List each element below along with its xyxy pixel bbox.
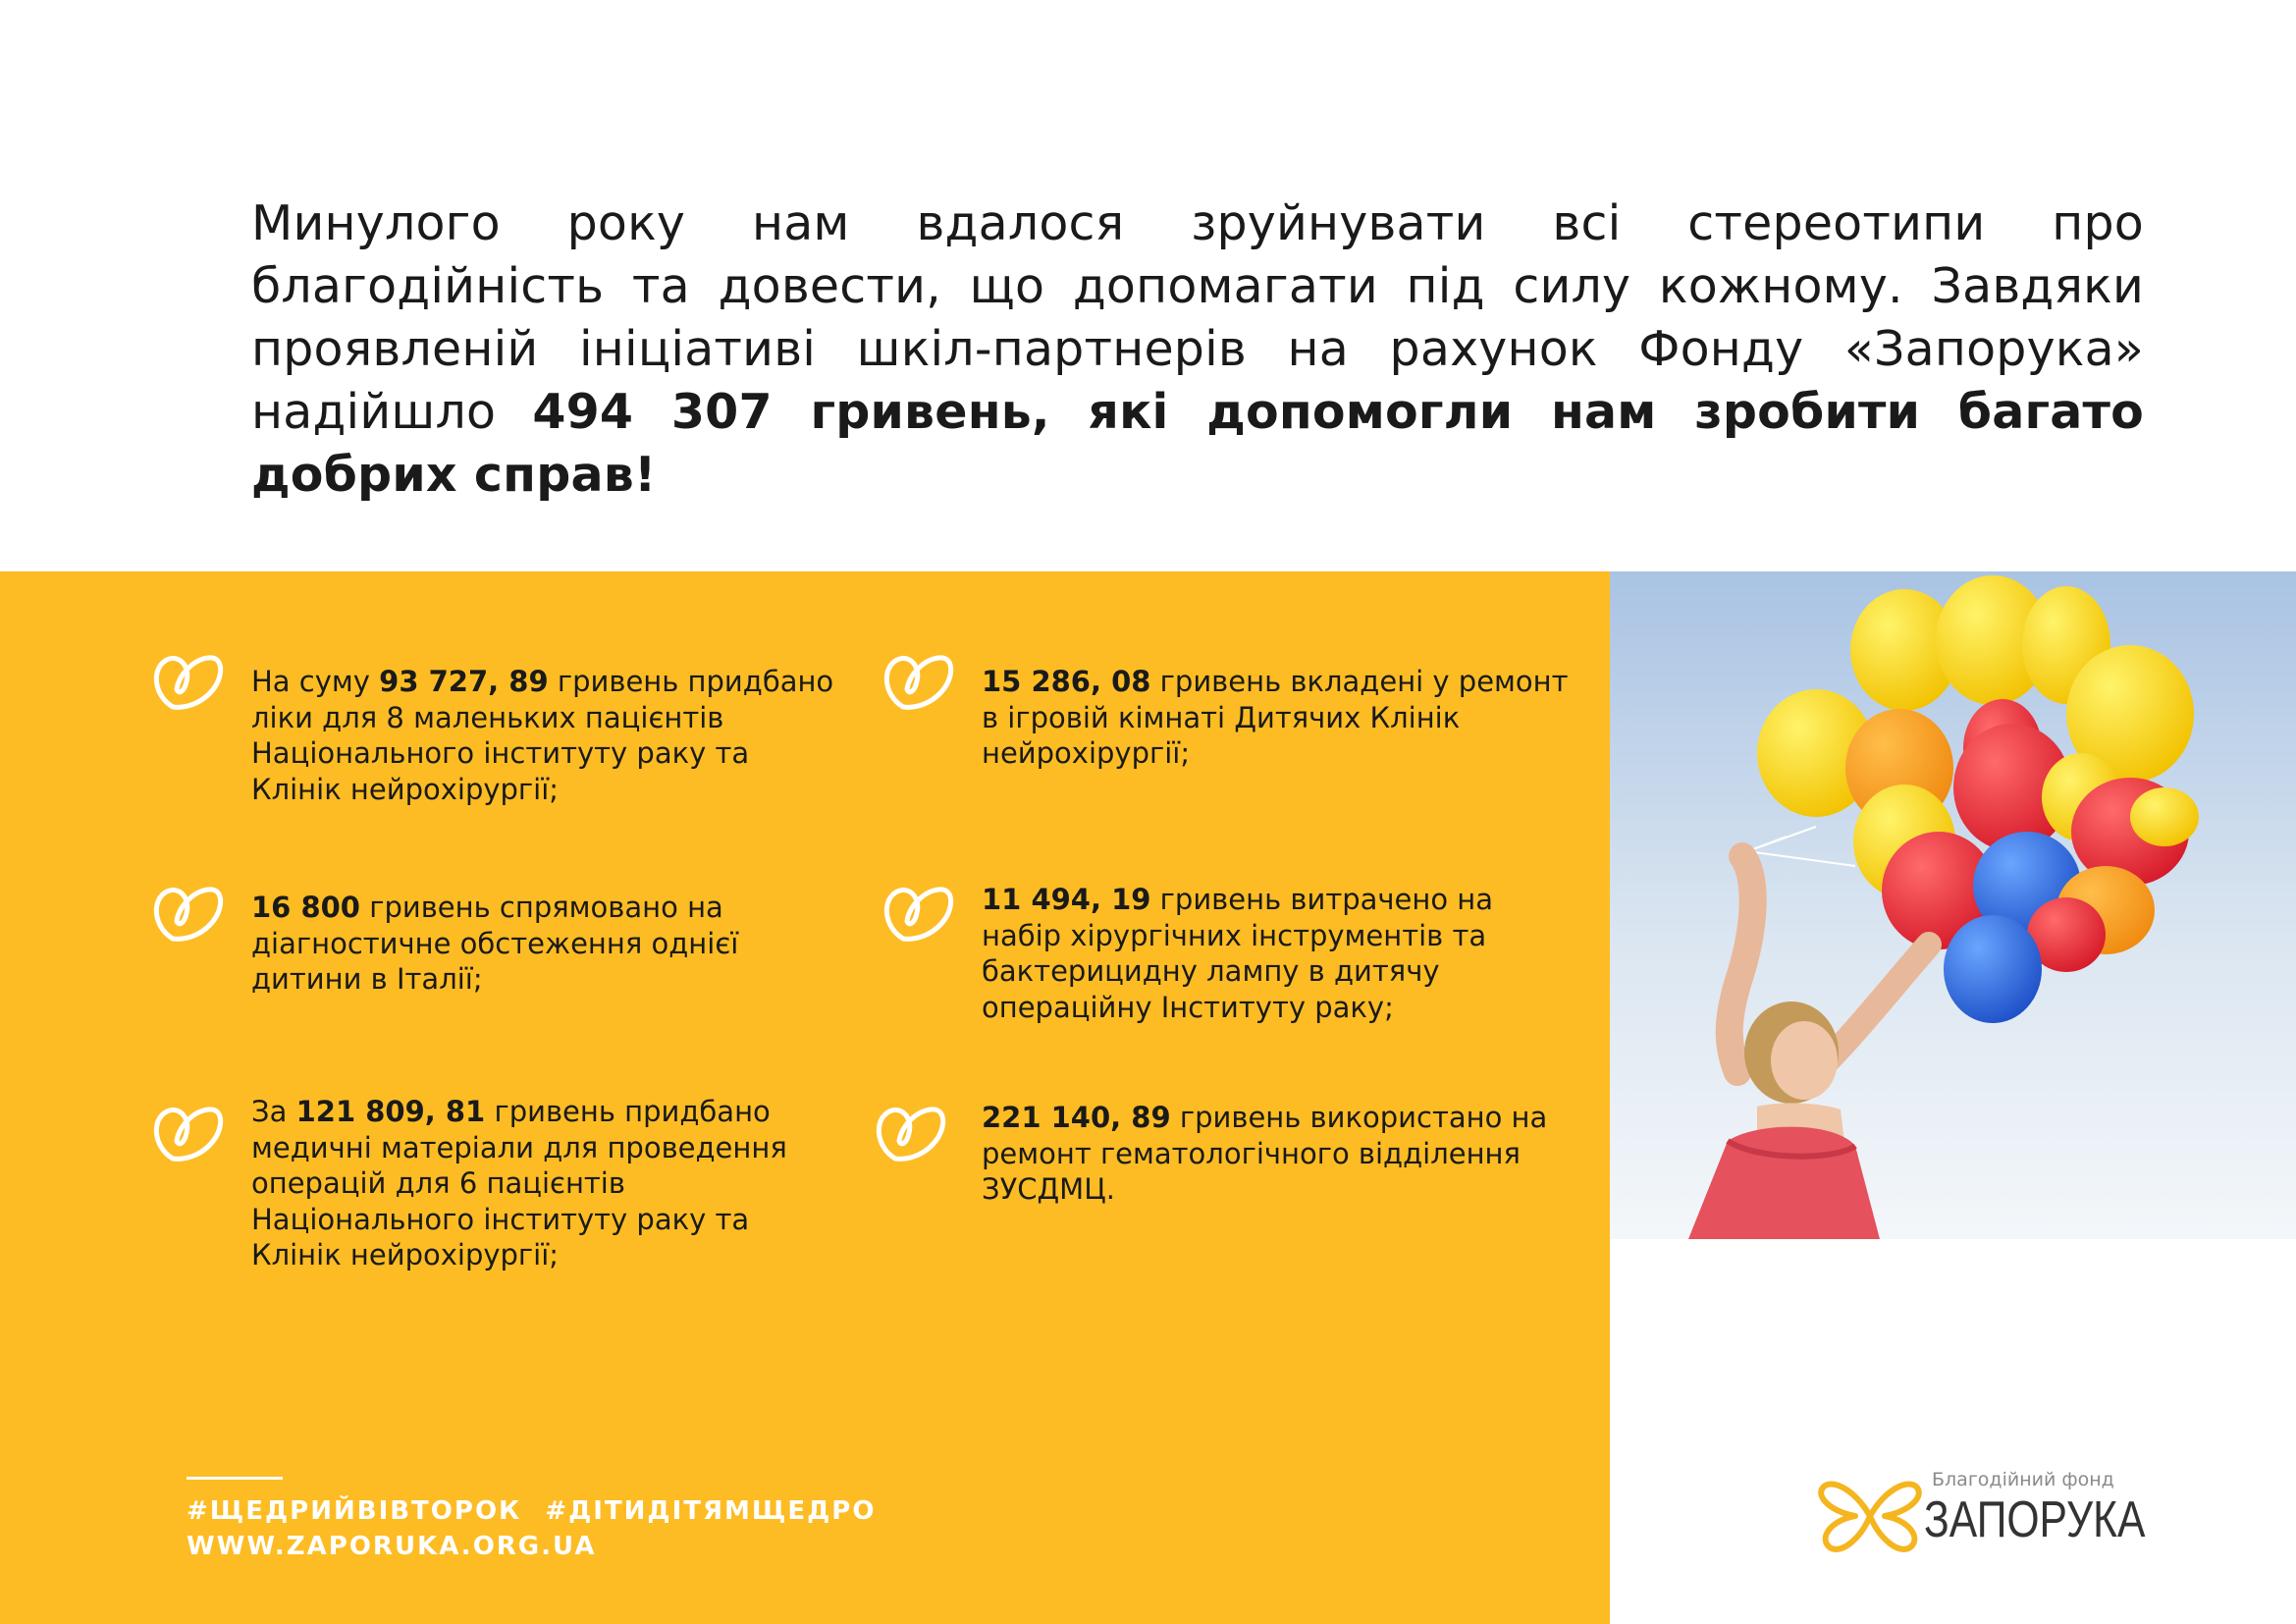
logo-subtitle: Благодійний фонд <box>1932 1469 2114 1490</box>
heart-outline-icon <box>149 650 226 715</box>
heart-outline-icon <box>149 882 226 947</box>
intro-text-bold: 494 307 гривень, які допомогли нам зробити багато добрих справ! <box>251 384 2144 503</box>
heart-outline-icon <box>872 1102 948 1166</box>
item-medicines: На суму 93 727, 89 гривень придбано ліки для 8 маленьких пацієнтів Національного інституту раку та Клінік нейрохірургії; <box>251 665 834 806</box>
hashtag-1: #ЩЕДРИЙВІВТОРОК <box>187 1496 522 1526</box>
intro-text: Минулого року нам вдалося зруйнувати всі стереотипи про благодійність та довести, що допомагати під силу кожному. Завдяки проявленій ініціативі шкіл-партнерів на рахунок Фонду «Запорука» надійшло <box>251 195 2144 440</box>
heart-outline-icon <box>149 1102 226 1166</box>
hashtags <box>187 1496 899 1526</box>
website-link[interactable]: WWW.ZAPORUKA.ORG.UA <box>187 1532 597 1561</box>
logo-name: ЗАПОРУКА <box>1924 1491 2146 1548</box>
balloons-photo <box>1610 571 2296 1239</box>
item-surgical-instruments: 11 494, 19 гривень витрачено на набір хірургічних інструментів та бактерицидну лампу в дитячу операційну Інституту раку; <box>982 883 1494 1024</box>
hashtag-2: #ДІТИДІТЯМЩЕДРО <box>545 1496 877 1526</box>
footer-divider <box>187 1477 283 1480</box>
butterfly-icon <box>1816 1473 1924 1559</box>
item-medical-materials: За 121 809, 81 гривень придбано медичні матеріали для проведення операцій для 6 пацієнтів Національного інституту раку та Клінік нейрохірургії; <box>251 1095 787 1272</box>
item-diagnostics: 16 800 гривень спрямовано на діагностичне обстеження однієї дитини в Італії; <box>251 891 739 996</box>
intro-paragraph <box>251 192 2144 507</box>
item-playroom-repair: 15 286, 08 гривень вкладені у ремонт в ігровій кімнаті Дитячих Клінік нейрохірургії; <box>982 665 1569 770</box>
heart-outline-icon <box>880 650 956 715</box>
item-hematology-repair: 221 140, 89 гривень використано на ремонт гематологічного відділення ЗУСДМЦ. <box>982 1101 1548 1206</box>
heart-outline-icon <box>880 882 956 947</box>
fund-logo <box>1816 1469 2146 1557</box>
